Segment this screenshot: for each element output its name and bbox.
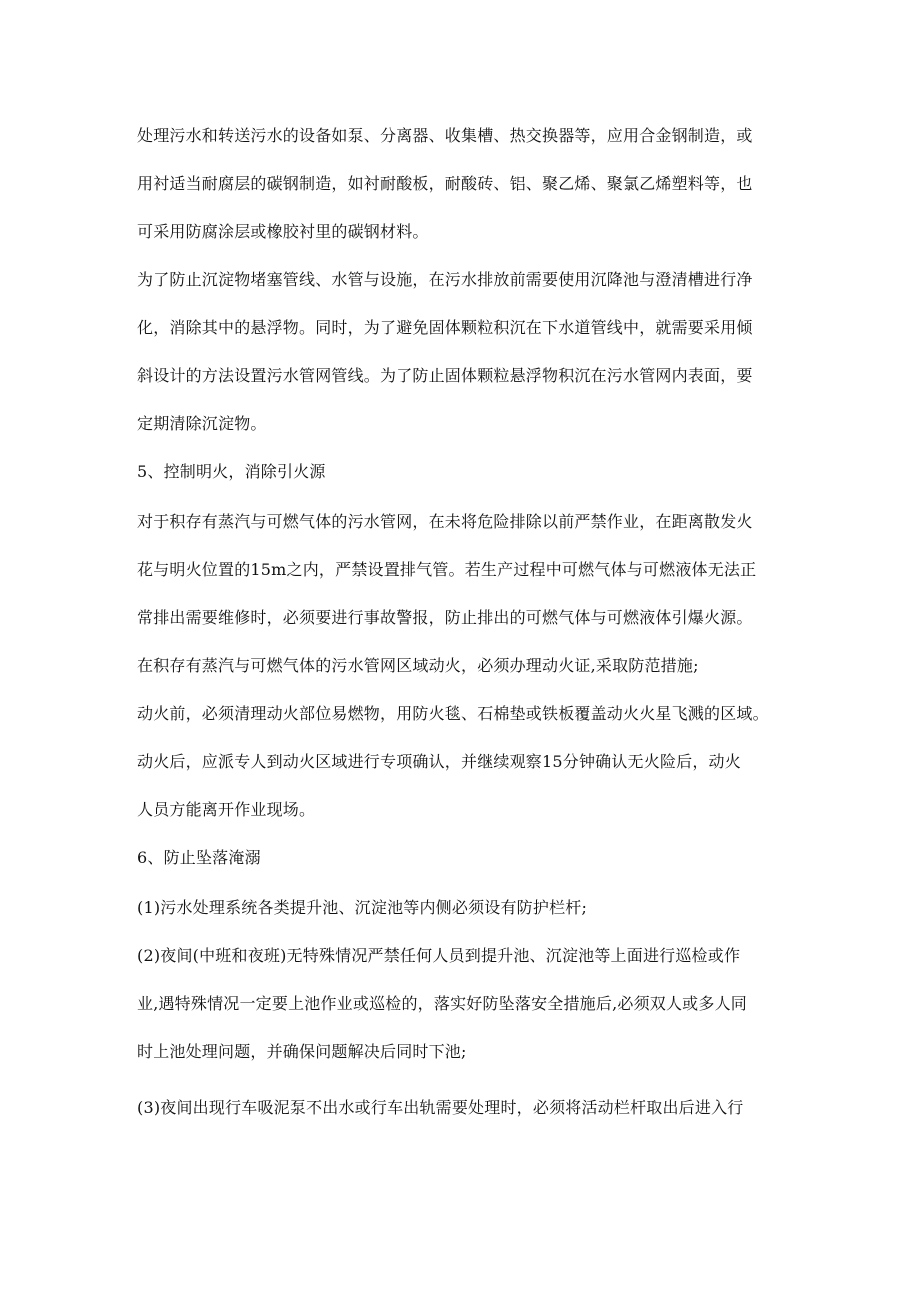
text-line: 可采用防腐涂层或橡胶衬里的碳钢材料。 (137, 222, 429, 241)
section-heading: 5、控制明火，消除引火源 (137, 462, 326, 481)
text-line: (1)污水处理系统各类提升池、沉淀池等内侧必须设有防护栏杆; (137, 898, 588, 917)
text-line: (2)夜间(中班和夜班)无特殊情况严禁任何人员到提升池、沉淀池等上面进行巡检或作 (137, 946, 741, 965)
text-line: 动火后，应派专人到动火区域进行专项确认，并继续观察15分钟确认无火险后，动火 (137, 752, 741, 771)
text-line: 为了防止沉淀物堵塞管线、水管与设施，在污水排放前需要使用沉降池与澄清槽进行净 (137, 270, 753, 289)
text-line: 在积存有蒸汽与可燃气体的污水管网区域动火，必须办理动火证,采取防范措施; (137, 656, 699, 675)
text-line: 时上池处理问题，并确保问题解决后同时下池; (137, 1042, 467, 1061)
text-line: 定期清除沉淀物。 (137, 414, 267, 433)
section-heading: 6、防止坠落淹溺 (137, 848, 261, 867)
text-line: 业,遇特殊情况一定要上池作业或巡检的，落实好防坠落安全措施后,必须双人或多人同 (137, 994, 747, 1013)
text-line: 动火前，必须清理动火部位易燃物，用防火毯、石棉垫或铁板覆盖动火火星飞溅的区域。 (137, 704, 769, 723)
text-line: 斜设计的方法设置污水管网管线。为了防止固体颗粒悬浮物积沉在污水管网内表面，要 (137, 366, 753, 385)
text-line: 处理污水和转送污水的设备如泵、分离器、收集槽、热交换器等，应用合金钢制造，或 (137, 126, 753, 145)
text-line: 化，消除其中的悬浮物。同时，为了避免固体颗粒积沉在下水道管线中，就需要采用倾 (137, 318, 753, 337)
text-line: 对于积存有蒸汽与可燃气体的污水管网，在未将危险排除以前严禁作业，在距离散发火 (137, 512, 753, 531)
text-line: 常排出需要维修时，必须要进行事故警报，防止排出的可燃气体与可燃液体引爆火源。 (137, 608, 753, 627)
text-line: 花与明火位置的15m之内，严禁设置排气管。若生产过程中可燃气体与可燃液体无法正 (137, 560, 757, 579)
text-line: 用衬适当耐腐层的碳钢制造，如衬耐酸板，耐酸砖、铝、聚乙烯、聚氯乙烯塑料等，也 (137, 174, 753, 193)
text-line: 人员方能离开作业现场。 (137, 800, 316, 819)
text-line: (3)夜间出现行车吸泥泵不出水或行车出轨需要处理时，必须将活动栏杆取出后进入行 (137, 1098, 744, 1117)
